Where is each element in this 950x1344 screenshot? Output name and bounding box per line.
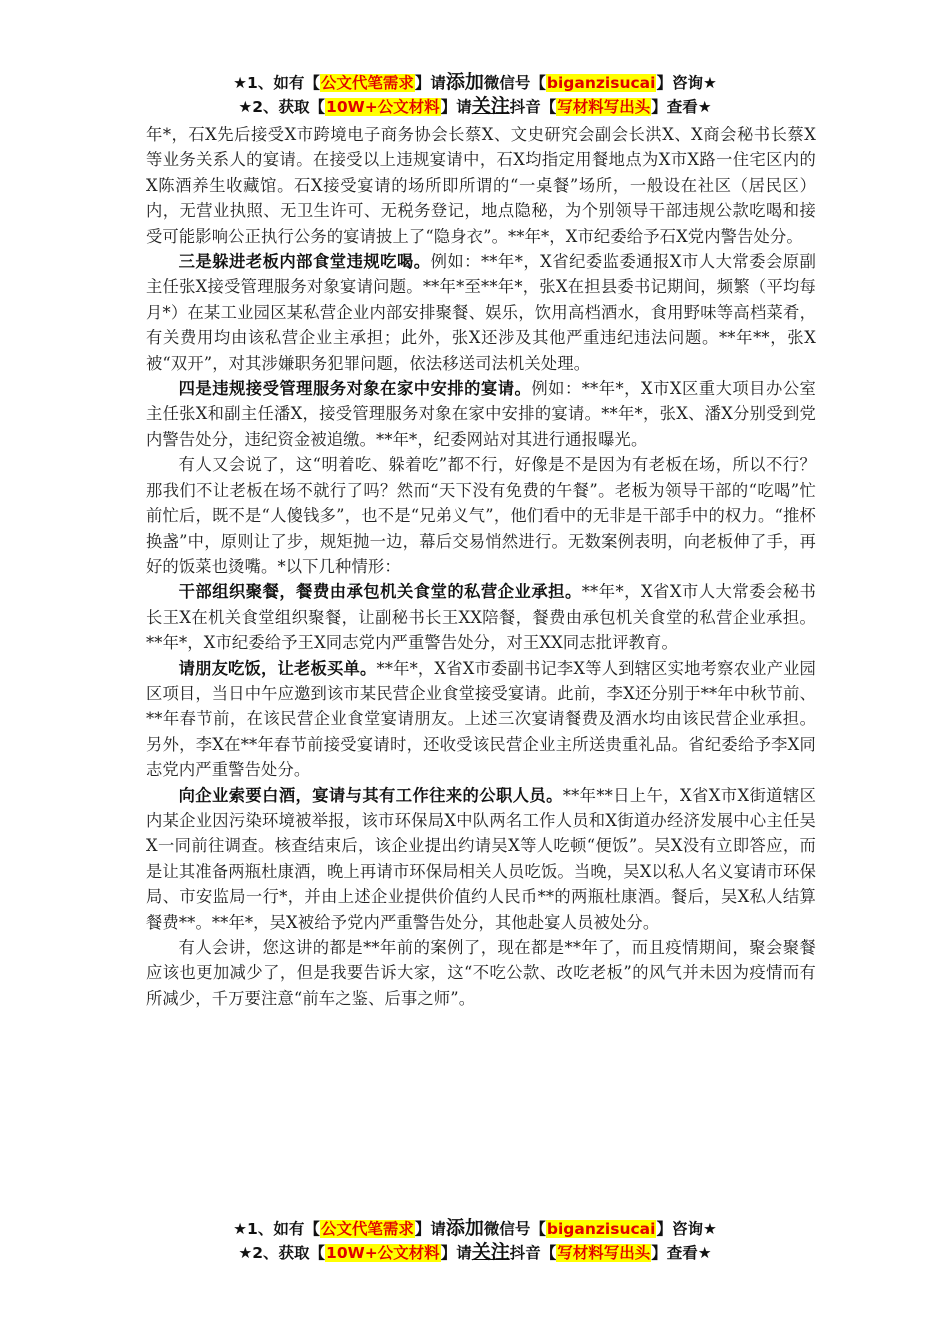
banner-line-2	[0, 94, 950, 118]
paragraph-text: 例如：**年*，X省纪委监委通报X市人大常委会原副主任张X接受管理服务对象宴请问题。**年*至**年*，张X在担县委书记期间，频繁（平均每月*）在某工业园区某私营企业内部安排聚餐、娱乐，饮用高档酒水，食用野味等高档菜肴，有关费用均由该私营企业主承担；此外，张X还涉及其他严重违纪违法问题。**年**，张X被“双开”，对其涉嫌职务犯罪问题，依法移送司法机关处理。	[146, 252, 816, 373]
paragraph-heading: 向企业索要白酒，宴请与其有工作往来的公职人员。	[178, 785, 563, 805]
banner-emphasis: 关注	[471, 95, 510, 117]
banner-line-2	[0, 1240, 950, 1264]
paragraph-text: **年*，X省X市人大常委会秘书长王X在机关食堂组织聚餐，让副秘书长王XX陪餐，餐费由承包机关食堂的私营企业承担。**年*，X市纪委给予王X同志党内严重警告处分，对王XX同志批评教育。	[146, 582, 816, 653]
banner-text: 】查看★	[651, 98, 712, 116]
paragraph	[146, 452, 816, 579]
paragraph	[146, 376, 816, 452]
paragraph	[146, 783, 816, 935]
paragraph-heading: 请朋友吃饭，让老板买单。	[178, 658, 377, 678]
banner-text: 】咨询★	[656, 74, 717, 92]
banner-text: ★2、获取【	[238, 98, 326, 116]
document-body	[146, 122, 816, 1011]
highlight-wechat-id: biganzisucai	[546, 74, 656, 92]
header-banner	[0, 70, 950, 118]
banner-text: 抖音【	[509, 98, 557, 116]
paragraph-text: 有人又会说了，这“明着吃、躲着吃”都不行，好像是不是因为有老板在场，所以不行？那我们不让老板在场不就行了吗？然而“天下没有免费的午餐”。老板为领导干部的“吃喝”忙前忙后，既不是“人傻钱多”，也不是“兄弟义气”，他们看中的无非是干部手中的权力。“推杯换盏”中，原则让了步，规矩抛一边，幕后交易悄然进行。无数案例表明，向老板伸了手，再好的饭菜也烫嘴。*以下几种情形：	[146, 455, 816, 576]
banner-text: 微信号【	[483, 74, 546, 92]
paragraph	[146, 249, 816, 376]
banner-text: 】请	[440, 98, 472, 116]
highlight-service: 公文代笔需求	[320, 74, 414, 92]
paragraph	[146, 122, 816, 249]
paragraph-text: 有人会讲，您这讲的都是**年前的案例了，现在都是**年了，而且疫情期间，聚会聚餐应该也更加减少了，但是我要告诉大家，这“不吃公款、改吃老板”的风气并未因为疫情而有所减少，千万要注意“前车之鉴、后事之师”。	[146, 938, 816, 1008]
paragraph-text: 例如：**年*，X市X区重大项目办公室主任张X和副主任潘X，接受管理服务对象在家中安排的宴请。**年*，张X、潘X分别受到党内警告处分，违纪资金被追缴。**年*，纪委网站对其进行通报曝光。	[146, 379, 816, 449]
paragraph	[146, 656, 816, 783]
banner-text: ★1、如有【	[233, 74, 320, 92]
highlight-wechat-id: biganzisucai	[546, 1220, 656, 1238]
paragraph-heading: 四是违规接受管理服务对象在家中安排的宴请。	[178, 379, 532, 399]
paragraph-text: **年**日上午，X省X市X街道辖区内某企业因污染环境被举报，该市环保局X中队两名工作人员和X街道办经济发展中心主任吴X一同前往调查。核查结束后，该企业提出约请吴X等人吃顿“便饭”。吴X没有立即答应，而是让其准备两瓶杜康酒，晚上再请市环保局相关人员吃饭。当晚，吴X以私人名义宴请市环保局、市安监局一行*，并由上述企业提供价值约人民币**的两瓶杜康酒。餐后，吴X私人结算餐费**。**年*，吴X被给予党内严重警告处分，其他赴宴人员被处分。	[146, 785, 816, 932]
footer-banner	[0, 1216, 950, 1264]
banner-line-1	[0, 1216, 950, 1240]
banner-text: 微信号【	[483, 1220, 546, 1238]
highlight-service: 公文代笔需求	[320, 1220, 414, 1238]
banner-emphasis: 添加	[445, 1217, 484, 1239]
paragraph	[146, 935, 816, 1011]
paragraph-text: **年*，X省X市委副书记李X等人到辖区实地考察农业产业园区项目，当日中午应邀到该市某民营企业食堂接受宴请。此前，李X还分别于**年中秋节前、**年春节前，在该民营企业食堂宴请朋友。上述三次宴请餐费及酒水均由该民营企业承担。另外，李X在**年春节前接受宴请时，还收受该民营企业主所送贵重礼品。省纪委给予李X同志党内严重警告处分。	[146, 658, 816, 780]
paragraph-text: 年*，石X先后接受X市跨境电子商务协会长蔡X、文史研究会副会长洪X、X商会秘书长蔡X等业务关系人的宴请。在接受以上违规宴请中，石X均指定用餐地点为X市X路一住宅区内的X陈酒养生收藏馆。石X接受宴请的场所即所谓的“一桌餐”场所，一般设在社区（居民区）内，无营业执照、无卫生许可、无税务登记，地点隐秘，为个别领导干部违规公款吃喝和接受可能影响公正执行公务的宴请披上了“隐身衣”。**年*，X市纪委给予石X党内警告处分。	[146, 125, 816, 246]
banner-text: 】咨询★	[656, 1220, 717, 1238]
paragraph-heading: 干部组织聚餐，餐费由承包机关食堂的私营企业承担。	[178, 582, 582, 602]
banner-text: 】请	[440, 1244, 472, 1262]
highlight-materials: 10W+公文材料	[326, 1244, 440, 1262]
highlight-douyin: 写材料写出头	[557, 1244, 651, 1262]
highlight-douyin: 写材料写出头	[557, 98, 651, 116]
banner-emphasis: 添加	[445, 71, 484, 93]
banner-text: 】请	[414, 1220, 446, 1238]
banner-text: 】查看★	[651, 1244, 712, 1262]
paragraph	[146, 579, 816, 655]
paragraph-heading: 三是躲进老板内部食堂违规吃喝。	[178, 252, 431, 272]
banner-text: ★1、如有【	[233, 1220, 320, 1238]
highlight-materials: 10W+公文材料	[326, 98, 440, 116]
banner-text: 抖音【	[509, 1244, 557, 1262]
banner-text: 】请	[414, 74, 446, 92]
banner-emphasis: 关注	[471, 1241, 510, 1263]
banner-line-1	[0, 70, 950, 94]
banner-text: ★2、获取【	[238, 1244, 326, 1262]
